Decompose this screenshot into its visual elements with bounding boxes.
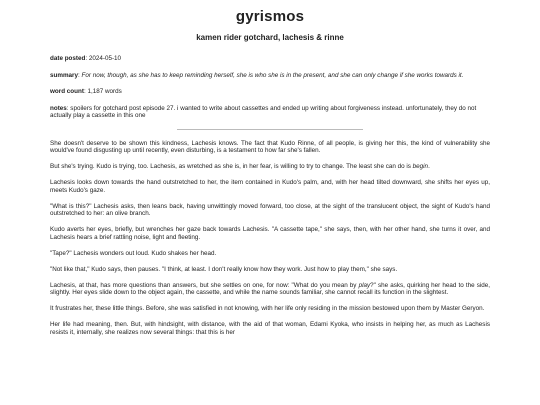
story-paragraph: "Not like that," Kudo says, then pauses. "I think, at least. I don't really know how they work. Just how to play them," she says.: [50, 265, 398, 273]
notes-label: notes: [50, 104, 67, 112]
date-label: date posted: [50, 55, 86, 62]
story-paragraph: Her life had meaning, then. But, with hindsight, with distance, with the aid of that woman, Edami Kyoka, who insists in helping her, as much as Lachesis resists it, internally, she realizes now several things: that this is her: [50, 321, 490, 336]
word-count: word count: 1,187 words: [50, 88, 122, 95]
notes-value: spoilers for gotchard post episode 27. i wanted to write about cassettes and ended up writing about forgiveness instead. unfortunately, they do not actually play a cassette in this one: [50, 104, 477, 119]
summary: summary: For now, though, as she has to keep reminding herself, she is who she is in the present, and she can only change if she works towards it.: [50, 71, 464, 79]
story-paragraph: It frustrates her, these little things. Before, she was satisfied in not knowing, with her life only residing in the mission bestowed upon them by Master Geryon.: [50, 305, 485, 312]
emphasis: play: [358, 281, 371, 289]
wordcount-label: word count: [50, 88, 84, 95]
date-value: 2024-05-10: [88, 55, 122, 62]
story-paragraph: Lachesis, at that, has more questions than answers, but she settles on one, for now: "What do you mean by play?" she asks, quirking her head to the side, slightly. Her eyes slide down to the object again, the cassette, and while the name sounds familiar, she cannot recall its function in the slightest.: [50, 281, 490, 296]
story-paragraph: But she's trying. Kudo is trying, too. Lachesis, as wretched as she is, in her fear, is willing to try to change. The least she can do is begin.: [50, 163, 430, 170]
story-paragraph: Lachesis looks down towards the hand outstretched to her, the item contained in Kudo's palm, and, with her head tilted downward, she shifts her eyes up, meets Kudo's gaze.: [50, 179, 490, 194]
notes: notes: spoilers for gotchard post episode 27. i wanted to write about cassettes and ended up writing about forgiveness instead. unfortunately, they do not actually play a cassette in this one: [50, 104, 477, 119]
summary-value: For now, though, as she has to keep reminding herself, she is who she is in the present, and she can only change if she works towards it.: [81, 71, 464, 79]
post-title: kamen rider gotchard, lachesis & rinne: [196, 33, 344, 42]
page: [50, 0, 490, 336]
emphasis: begin: [412, 163, 429, 170]
wordcount-value: 1,187 words: [87, 88, 122, 95]
summary-label: summary: [50, 71, 79, 79]
story-paragraph: Kudo averts her eyes, briefly, but wrenches her gaze back towards Lachesis. "A cassette tape," she says, then, with her other hand, she turns it over, and Lachesis hears a brief rattling noise, light and fleeting.: [50, 226, 490, 241]
site-title[interactable]: gyrismos: [235, 8, 305, 25]
story-paragraph: "What is this?" Lachesis asks, then leans back, having unwittingly moved forward, too close, at the sight of the translucent object, the sight of Kudo's hand outstretched to her: an olive branch.: [50, 202, 490, 217]
story-body: [50, 140, 490, 337]
story-paragraph: She doesn't deserve to be shown this kindness, Lachesis knows. The fact that Kudo Rinne, of all people, is giving her this, the kind of vulnerability she would've found disgusting up until recently, even disturbing, is a testament to how far she's fallen.: [50, 139, 490, 154]
divider: [177, 129, 363, 130]
story-paragraph: "Tape?" Lachesis wonders out loud. Kudo shakes her head.: [50, 249, 217, 257]
date-posted: date posted: 2024-05-10: [50, 55, 122, 62]
